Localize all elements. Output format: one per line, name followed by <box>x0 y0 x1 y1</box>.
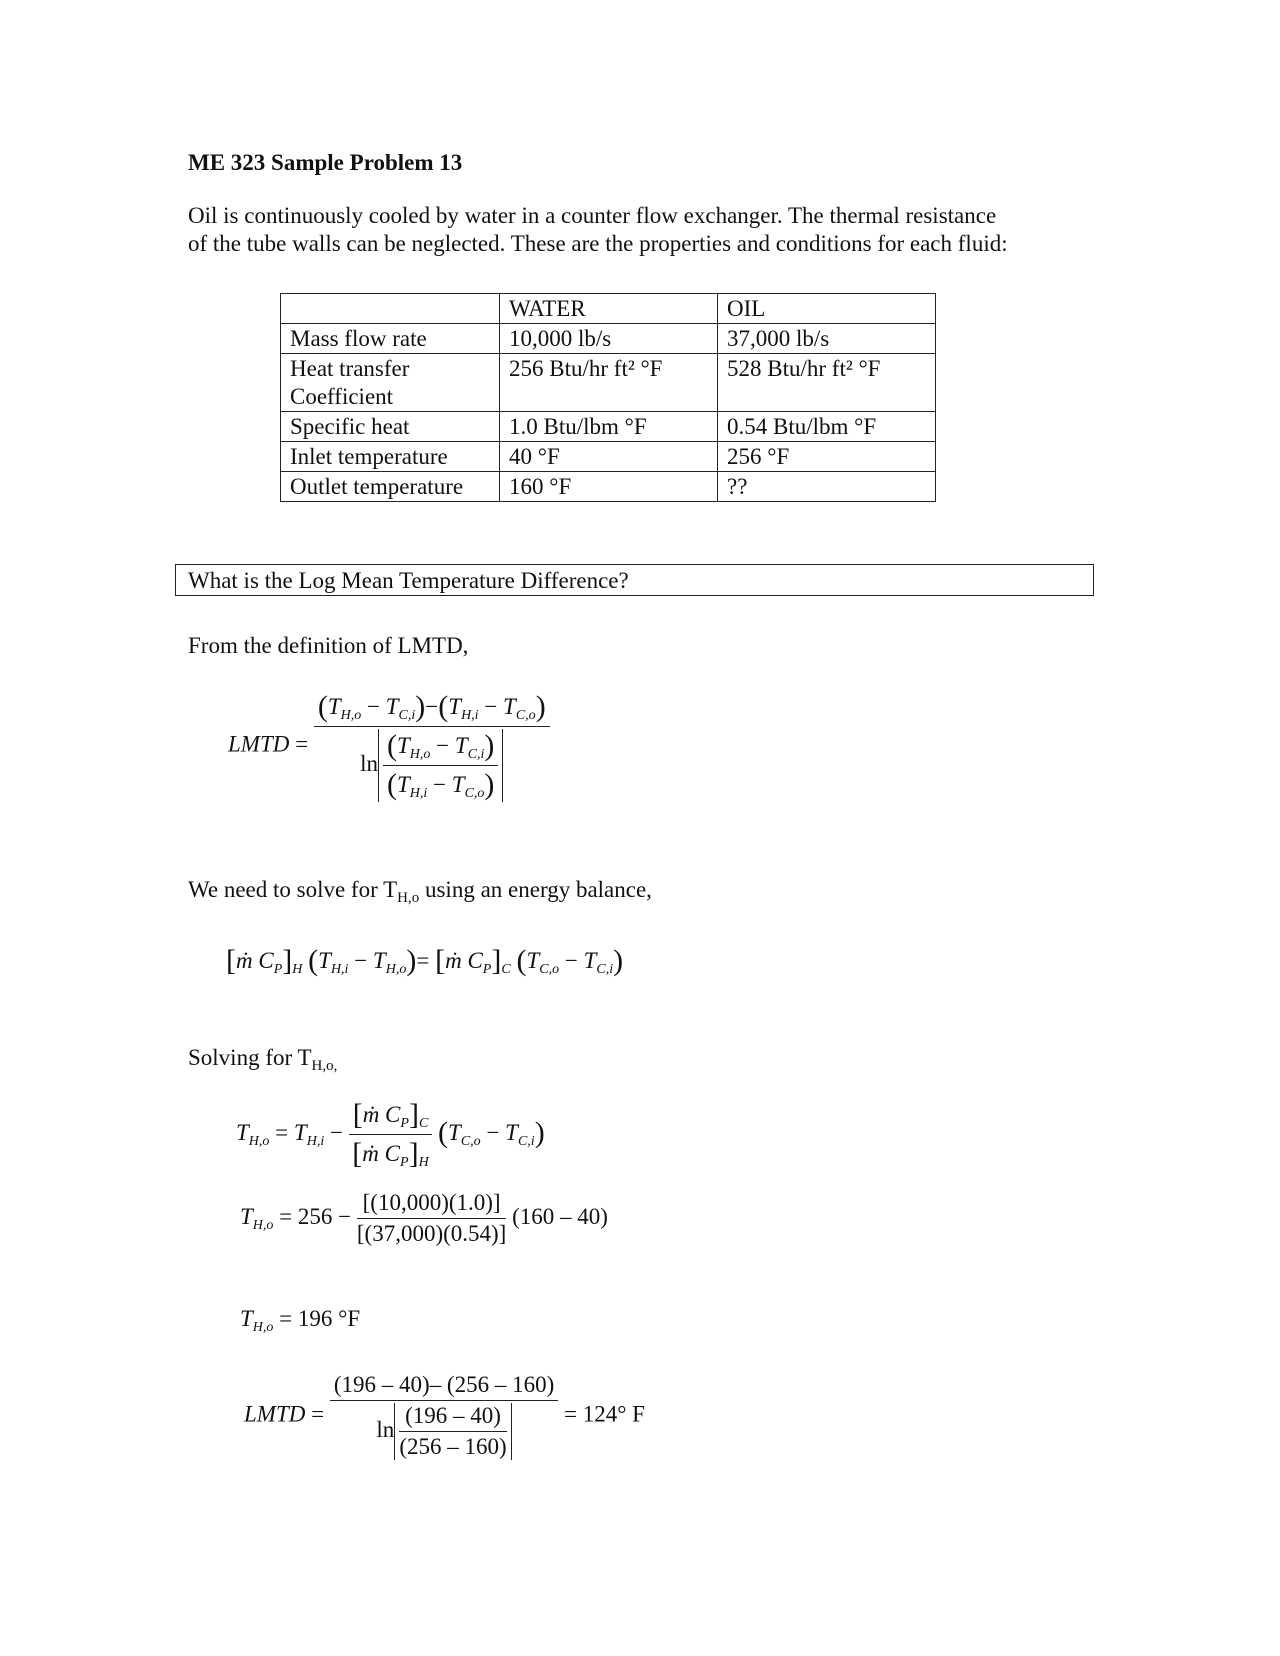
numeric-substitution-equation: $T_{H,o} = 256$ − $\frac{[(10,000)(1.0)]}{[(37,000)(0.54)]}$ (160 – 40) <box>240 1190 608 1246</box>
ln-label: ln <box>360 750 378 776</box>
row-label: Inlet temperature <box>281 442 500 472</box>
table-header-cell: WATER <box>500 294 718 324</box>
fluid-properties-table <box>280 293 936 502</box>
oil-capacity-denominator: [(37,000)(0.54)] <box>356 1221 507 1246</box>
ln-label: ln <box>376 1416 395 1442</box>
table-row <box>281 472 936 502</box>
lmtd-inner-denominator: (256 – 160) <box>399 1434 507 1459</box>
question-box: What is the Log Mean Temperature Difference? <box>175 564 1094 596</box>
energy-balance-prefix: We need to solve for T <box>188 877 398 902</box>
water-capacity-numerator: [(10,000)(1.0)] <box>357 1190 506 1219</box>
lmtd-definition-equation: LMTD = $(T_{H,o} - T_{C,i})-(T_{H,i} - T_{C,o})$ ln $\frac{(T_{H,o} - T_{C,i})}{(T_{H,i} - T_{C,o})}$ <box>228 690 550 802</box>
oil-value: 528 Btu/hr ft² °F <box>718 354 936 412</box>
water-value: 40 °F <box>500 442 718 472</box>
oil-value: 0.54 Btu/lbm °F <box>718 412 936 442</box>
row-label: Specific heat <box>281 412 500 442</box>
intro-line-1: Oil is continuously cooled by water in a counter flow exchanger. The thermal resistance <box>188 203 997 228</box>
page-title: ME 323 Sample Problem 13 <box>188 150 463 175</box>
lmtd-inner-numerator: (196 – 40) <box>399 1403 506 1432</box>
lmtd-label: LMTD <box>228 731 290 757</box>
intro-paragraph <box>188 202 1008 258</box>
water-value: 10,000 lb/s <box>500 324 718 354</box>
water-value: 1.0 Btu/lbm °F <box>500 412 718 442</box>
table-row <box>281 412 936 442</box>
definition-text: From the definition of LMTD, <box>188 633 469 658</box>
oil-value: 256 °F <box>718 442 936 472</box>
table-header-cell: OIL <box>718 294 936 324</box>
lmtd-fraction: $(T_{H,o} - T_{C,i})-(T_{H,i} - T_{C,o})$ ln $\frac{(T_{H,o} - T_{C,i})}{(T_{H,i} - T_{C,o})}$ <box>314 690 550 802</box>
table-row <box>281 354 936 412</box>
lmtd-numerator: (196 – 40)– (256 – 160) <box>330 1372 558 1401</box>
water-value: 160 °F <box>500 472 718 502</box>
energy-balance-suffix: using an energy balance, <box>419 877 652 902</box>
lmtd-result: = 124° F <box>563 1401 645 1427</box>
row-label: Outlet temperature <box>281 472 500 502</box>
table-header-cell <box>281 294 500 324</box>
solving-text <box>188 1044 337 1080</box>
intro-line-2: of the tube walls can be neglected. These are the properties and conditions for each fluid: <box>188 231 1008 256</box>
energy-balance-sub: H,o <box>397 890 420 906</box>
row-label: Heat transfer Coefficient <box>281 354 500 412</box>
table-row <box>281 442 936 472</box>
oil-value: ?? <box>718 472 936 502</box>
oil-value: 37,000 lb/s <box>718 324 936 354</box>
lmtd-numeric-equation: LMTD = (196 – 40)– (256 – 160) ln $\frac{(196 - 40)}{(256 - 160)}$ = 124° F <box>244 1372 645 1459</box>
water-value: 256 Btu/hr ft² °F <box>500 354 718 412</box>
row-label: Mass flow rate <box>281 324 500 354</box>
inlet-oil-value: 256 <box>297 1203 333 1229</box>
table-header-row <box>281 294 936 324</box>
energy-balance-equation: [ṁ $C_P]_H$ $(T_{H,i} - T_{H,o})=$ [ṁ $C_P]_C$ $(T_{C,o} - T_{C,i})$ <box>226 944 624 977</box>
symbolic-solution-equation: $T_{H,o} = T_{H,i}$ − $\frac{[ṁ C_P]_C}{[ṁ C_P]_H}$ $(T_{C,o} - T_{C,i})$ <box>236 1098 545 1170</box>
energy-balance-text <box>188 876 652 912</box>
solving-sub: H,o, <box>311 1058 338 1074</box>
outlet-temperature-value: 196 °F <box>297 1306 361 1331</box>
solving-prefix: Solving for T <box>188 1045 312 1070</box>
lmtd-label: LMTD <box>244 1401 306 1427</box>
water-temperature-difference: (160 – 40) <box>512 1203 608 1229</box>
outlet-temperature-result: $T_{H,o} = 196$ °F <box>240 1306 361 1335</box>
table-row <box>281 324 936 354</box>
